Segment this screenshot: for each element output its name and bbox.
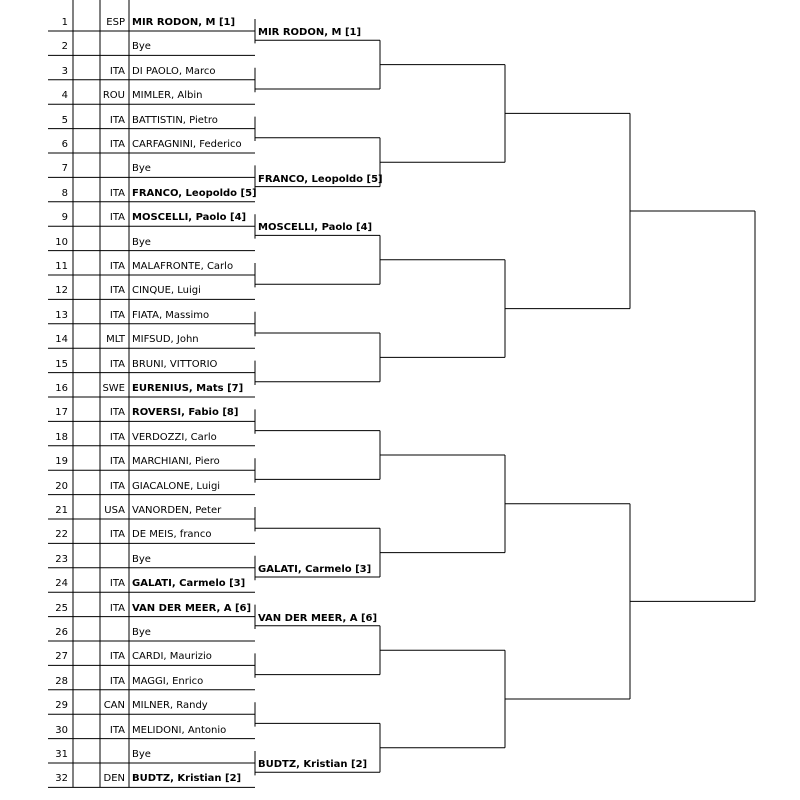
player-name: Bye <box>132 236 151 248</box>
draw-number: 8 <box>61 187 68 199</box>
draw-number: 25 <box>55 602 68 614</box>
player-row <box>0 187 260 203</box>
round2-winner: GALATI, Carmelo [3] <box>258 564 372 575</box>
player-row <box>0 333 260 349</box>
player-name: DE MEIS, franco <box>132 529 212 541</box>
draw-number: 24 <box>55 578 68 590</box>
player-name: BATTISTIN, Pietro <box>132 114 218 126</box>
round2-winner: VAN DER MEER, A [6] <box>258 612 378 624</box>
player-name: CARDI, Maurizio <box>132 651 212 663</box>
player-row <box>0 480 260 496</box>
player-row <box>0 675 260 691</box>
draw-number: 14 <box>55 334 68 346</box>
player-name: ROVERSI, Fabio [8] <box>132 407 239 419</box>
player-name: GALATI, Carmelo [3] <box>132 578 246 590</box>
player-name: MARCHIANI, Piero <box>132 456 220 468</box>
nation-code: ITA <box>109 651 125 663</box>
player-name: MILNER, Randy <box>132 700 208 712</box>
nation-code: ITA <box>109 285 125 297</box>
nation-code: ITA <box>109 65 125 77</box>
draw-number: 6 <box>61 139 68 150</box>
nation-code: ITA <box>109 114 125 126</box>
draw-number: 12 <box>55 285 68 297</box>
player-row <box>0 431 260 447</box>
nation-code: ITA <box>109 578 125 590</box>
player-name: VERDOZZI, Carlo <box>132 431 217 443</box>
player-name: MELIDONI, Antonio <box>132 724 227 736</box>
draw-number: 28 <box>55 675 68 687</box>
round2-winner: MOSCELLI, Paolo [4] <box>258 222 373 234</box>
player-row <box>0 211 260 227</box>
player-row <box>0 699 260 715</box>
player-name: Bye <box>132 749 151 760</box>
nation-code: SWE <box>102 383 125 394</box>
player-row <box>0 236 260 252</box>
player-name: MOSCELLI, Paolo [4] <box>132 212 247 224</box>
player-name: MALAFRONTE, Carlo <box>132 261 234 272</box>
draw-number: 10 <box>55 236 68 248</box>
nation-code: ITA <box>109 724 125 736</box>
draw-number: 18 <box>55 431 68 443</box>
player-row <box>0 89 260 105</box>
draw-number: 30 <box>55 724 68 736</box>
player-name: MAGGI, Enrico <box>132 675 204 687</box>
player-row <box>0 626 260 642</box>
draw-number: 22 <box>55 529 68 541</box>
round2-winner: BUDTZ, Kristian [2] <box>258 759 368 771</box>
player-name: VANORDEN, Peter <box>132 505 222 516</box>
round2-winner: FRANCO, Leopoldo [5] <box>258 173 383 185</box>
nation-code: ITA <box>109 358 125 370</box>
nation-code: ROU <box>102 90 125 102</box>
draw-number: 16 <box>55 383 68 394</box>
player-name: FIATA, Massimo <box>132 309 210 321</box>
player-name: EURENIUS, Mats [7] <box>132 383 244 394</box>
player-row <box>0 284 260 300</box>
player-row <box>0 358 260 374</box>
player-row <box>0 724 260 740</box>
player-row <box>0 260 260 276</box>
draw-number: 11 <box>55 261 68 272</box>
draw-number: 20 <box>55 480 68 492</box>
player-row <box>0 65 260 81</box>
draw-number: 3 <box>61 65 68 77</box>
player-row <box>0 504 260 520</box>
player-name: FRANCO, Leopoldo [5] <box>132 187 257 199</box>
nation-code: USA <box>104 505 125 516</box>
player-name: Bye <box>132 553 151 565</box>
draw-number: 26 <box>55 627 68 638</box>
draw-number: 27 <box>55 651 68 663</box>
nation-code: ITA <box>109 261 125 272</box>
nation-code: MLT <box>106 334 125 346</box>
player-row <box>0 162 260 178</box>
nation-code: ITA <box>109 407 125 419</box>
draw-number: 7 <box>61 163 68 175</box>
draw-number: 9 <box>61 212 68 224</box>
nation-code: ITA <box>109 212 125 224</box>
draw-number: 21 <box>55 505 68 516</box>
draw-number: 23 <box>55 553 68 565</box>
player-row <box>0 40 260 56</box>
player-row <box>0 16 260 32</box>
draw-number: 19 <box>55 456 68 468</box>
draw-number: 29 <box>55 700 68 712</box>
nation-code: ITA <box>109 309 125 321</box>
player-name: Bye <box>132 163 151 175</box>
player-name: Bye <box>132 627 151 638</box>
player-name: DI PAOLO, Marco <box>132 65 216 77</box>
player-row <box>0 406 260 422</box>
draw-number: 5 <box>61 114 68 126</box>
draw-number: 32 <box>55 773 68 785</box>
draw-number: 1 <box>61 17 68 28</box>
draw-number: 31 <box>55 749 68 760</box>
player-name: VAN DER MEER, A [6] <box>132 602 252 614</box>
player-name: BUDTZ, Kristian [2] <box>132 773 242 785</box>
round2-winner: MIR RODON, M [1] <box>258 27 362 39</box>
player-row <box>0 553 260 569</box>
player-name: BRUNI, VITTORIO <box>132 358 218 370</box>
player-row <box>0 577 260 593</box>
player-row <box>0 602 260 618</box>
player-row <box>0 650 260 666</box>
draw-number: 17 <box>55 407 68 419</box>
draw-number: 2 <box>61 41 68 53</box>
player-name: MIFSUD, John <box>132 334 199 346</box>
nation-code: ESP <box>106 17 125 28</box>
player-row <box>0 382 260 398</box>
player-row <box>0 772 260 788</box>
nation-code: ITA <box>109 139 125 150</box>
player-name: CARFAGNINI, Federico <box>132 139 242 150</box>
player-row <box>0 748 260 764</box>
player-name: CINQUE, Luigi <box>132 285 201 297</box>
player-name: GIACALONE, Luigi <box>132 480 221 492</box>
nation-code: DEN <box>103 773 125 785</box>
nation-code: CAN <box>103 700 125 712</box>
draw-number: 13 <box>55 309 68 321</box>
player-row <box>0 138 260 154</box>
draw-number: 15 <box>55 358 68 370</box>
nation-code: ITA <box>109 456 125 468</box>
nation-code: ITA <box>109 431 125 443</box>
nation-code: ITA <box>109 187 125 199</box>
nation-code: ITA <box>109 480 125 492</box>
player-row <box>0 114 260 130</box>
nation-code: ITA <box>109 529 125 541</box>
player-name: MIMLER, Albin <box>132 90 203 102</box>
player-name: Bye <box>132 41 151 53</box>
nation-code: ITA <box>109 602 125 614</box>
player-row <box>0 455 260 471</box>
player-row <box>0 309 260 325</box>
player-name: MIR RODON, M [1] <box>132 17 236 28</box>
draw-number: 4 <box>61 90 68 102</box>
player-row <box>0 528 260 544</box>
nation-code: ITA <box>109 675 125 687</box>
